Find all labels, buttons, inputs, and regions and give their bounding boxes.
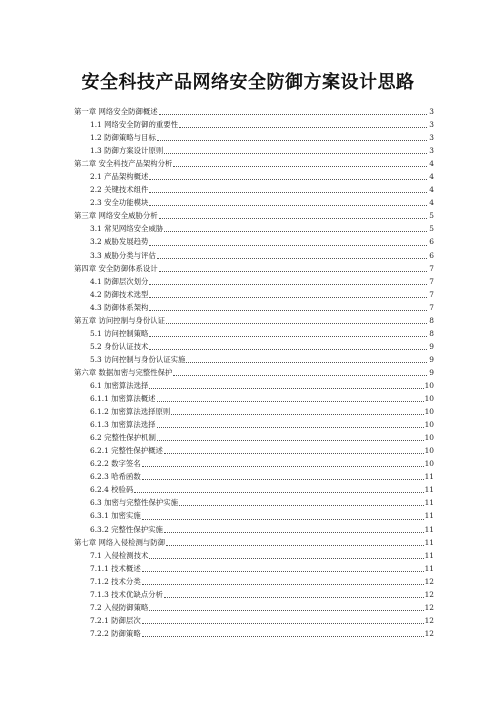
toc-page-number: 5 <box>429 224 434 234</box>
toc-dot-leader <box>157 400 424 402</box>
toc-page-number: 11 <box>424 472 434 482</box>
toc-entry-label: 第六章 数据加密与完整性保护 <box>74 367 173 377</box>
toc-dot-leader <box>142 478 424 480</box>
toc-entry-label: 6.3.1 加密实施 <box>90 511 141 521</box>
toc-page-number: 3 <box>429 133 434 143</box>
toc-page-number: 11 <box>424 511 434 521</box>
toc-section-entry[interactable] <box>74 235 434 248</box>
toc-entry-label: 6.1 加密算法选择 <box>90 380 149 390</box>
toc-section-entry[interactable] <box>74 301 434 314</box>
toc-dot-leader <box>164 452 424 454</box>
toc-section-entry[interactable] <box>74 118 434 131</box>
toc-dot-leader <box>157 257 427 259</box>
toc-dot-leader <box>166 322 427 324</box>
toc-dot-leader <box>149 557 423 559</box>
toc-chapter-entry[interactable] <box>74 536 434 549</box>
toc-section-entry[interactable] <box>74 249 434 262</box>
toc-section-entry[interactable] <box>74 340 434 353</box>
toc-entry-label: 2.3 安全功能模块 <box>90 198 149 208</box>
toc-entry-label: 2.1 产品架构概述 <box>90 172 149 182</box>
toc-section-entry[interactable] <box>74 588 434 601</box>
document-title: 安全科技产品网络安全防御方案设计思路 <box>81 72 415 93</box>
toc-page-number: 11 <box>424 563 434 573</box>
toc-dot-leader <box>157 139 427 141</box>
toc-dot-leader <box>159 217 427 219</box>
toc-section-entry[interactable] <box>74 496 434 509</box>
toc-dot-leader <box>142 518 424 520</box>
toc-page-number: 11 <box>424 550 434 560</box>
toc-section-entry[interactable] <box>74 275 434 288</box>
toc-section-entry[interactable] <box>74 431 434 444</box>
toc-entry-label: 7.2.1 防御层次 <box>90 615 141 625</box>
toc-entry-label: 第二章 安全科技产品架构分析 <box>74 159 173 169</box>
toc-section-entry[interactable] <box>74 170 434 183</box>
toc-chapter-entry[interactable] <box>74 366 434 379</box>
toc-dot-leader <box>142 570 424 572</box>
toc-entry-label: 第七章 网络入侵检测与防御 <box>74 537 166 547</box>
toc-dot-leader <box>157 426 424 428</box>
toc-dot-leader <box>149 296 427 298</box>
toc-entry-label: 6.1.2 加密算法选择原则 <box>90 407 171 417</box>
toc-section-entry[interactable] <box>74 483 434 496</box>
toc-entry-label: 6.3.2 完整性保护实施 <box>90 524 163 534</box>
toc-entry-label: 4.2 防御技术选型 <box>90 289 149 299</box>
toc-dot-leader <box>142 635 424 637</box>
toc-section-entry[interactable] <box>74 627 434 640</box>
toc-entry-label: 第三章 网络安全威胁分析 <box>74 211 158 221</box>
toc-page-number: 6 <box>429 237 434 247</box>
toc-section-entry[interactable] <box>74 575 434 588</box>
toc-section-entry[interactable] <box>74 288 434 301</box>
toc-page-number: 9 <box>429 367 434 377</box>
toc-entry-label: 2.2 关键技术组件 <box>90 185 149 195</box>
toc-section-entry[interactable] <box>74 614 434 627</box>
toc-page-number: 3 <box>429 120 434 130</box>
toc-entry-label: 1.2 防御策略与目标 <box>90 133 156 143</box>
toc-entry-label: 第五章 访问控制与身份认证 <box>74 315 166 325</box>
toc-dot-leader <box>149 335 427 337</box>
toc-dot-leader <box>142 465 424 467</box>
toc-page-number: 7 <box>429 276 434 286</box>
toc-dot-leader <box>149 283 427 285</box>
toc-entry-label: 6.1.3 加密算法选择 <box>90 420 156 430</box>
toc-dot-leader <box>149 178 427 180</box>
toc-page-number: 11 <box>424 498 434 508</box>
toc-entry-label: 7.1.1 技术概述 <box>90 563 141 573</box>
toc-page-number: 3 <box>429 107 434 116</box>
toc-entry-label: 6.2.1 完整性保护概述 <box>90 446 163 456</box>
toc-entry-label: 7.1.2 技术分类 <box>90 576 141 586</box>
toc-page-number: 11 <box>424 485 434 495</box>
toc-page-number: 9 <box>429 354 434 364</box>
toc-section-entry[interactable] <box>74 444 434 457</box>
toc-dot-leader <box>149 204 427 206</box>
toc-entry-label: 7.1.3 技术优缺点分析 <box>90 589 163 599</box>
toc-chapter-entry[interactable] <box>74 105 434 118</box>
toc-section-entry[interactable] <box>74 418 434 431</box>
toc-entry-label: 6.2.3 哈希函数 <box>90 472 141 482</box>
toc-dot-leader <box>179 126 427 128</box>
toc-section-entry[interactable] <box>74 601 434 614</box>
toc-entry-label: 3.3 威胁分类与评估 <box>90 250 156 260</box>
toc-dot-leader <box>149 387 423 389</box>
toc-page-number: 10 <box>424 446 434 456</box>
toc-page-number: 4 <box>429 198 434 208</box>
toc-section-entry[interactable] <box>74 353 434 366</box>
toc-section-entry[interactable] <box>74 144 434 157</box>
toc-page-number: 8 <box>429 328 434 338</box>
toc-section-entry[interactable] <box>74 509 434 522</box>
toc-section-entry[interactable] <box>74 222 434 235</box>
toc-section-entry[interactable] <box>74 392 434 405</box>
toc-entry-label: 5.1 访问控制策略 <box>90 328 149 338</box>
toc-dot-leader <box>149 348 427 350</box>
toc-page-number: 7 <box>429 263 434 273</box>
toc-page-number: 10 <box>424 394 434 404</box>
toc-dot-leader <box>149 191 427 193</box>
toc-dot-leader <box>149 309 427 311</box>
toc-entry-label: 6.2 完整性保护机制 <box>90 433 156 443</box>
toc-page-number: 8 <box>429 315 434 325</box>
toc-section-entry[interactable] <box>74 405 434 418</box>
toc-entry-label: 3.2 威胁发展趋势 <box>90 237 149 247</box>
toc-page-number: 10 <box>424 459 434 469</box>
toc-page-number: 3 <box>429 146 434 156</box>
toc-entry-label: 1.3 防御方案设计原则 <box>90 146 164 156</box>
toc-page-number: 4 <box>429 159 434 169</box>
toc-page-number: 10 <box>424 380 434 390</box>
toc-dot-leader <box>164 596 424 598</box>
toc-page-number: 12 <box>424 576 434 586</box>
toc-entry-label: 6.2.4 校验码 <box>90 485 134 495</box>
toc-dot-leader <box>164 531 424 533</box>
toc-entry-label: 7.1 入侵检测技术 <box>90 550 149 560</box>
toc-dot-leader <box>179 504 424 506</box>
toc-dot-leader <box>157 439 424 441</box>
toc-chapter-entry[interactable] <box>74 314 434 327</box>
toc-section-entry[interactable] <box>74 523 434 536</box>
toc-page-number: 5 <box>429 211 434 221</box>
toc-page-number: 6 <box>429 250 434 260</box>
toc-page-number: 4 <box>429 172 434 182</box>
toc-dot-leader <box>142 583 424 585</box>
toc-entry-label: 3.1 常见网络安全威胁 <box>90 224 164 234</box>
toc-entry-label: 第四章 安全防御体系设计 <box>74 263 158 273</box>
toc-page-number: 12 <box>424 628 434 638</box>
table-of-contents <box>74 105 434 640</box>
toc-section-entry[interactable] <box>74 470 434 483</box>
toc-dot-leader <box>134 491 423 493</box>
toc-page-number: 12 <box>424 589 434 599</box>
toc-dot-leader <box>159 113 427 115</box>
toc-page-number: 9 <box>429 341 434 351</box>
toc-chapter-entry[interactable] <box>74 209 434 222</box>
toc-dot-leader <box>171 413 423 415</box>
toc-page-number: 12 <box>424 615 434 625</box>
toc-section-entry[interactable] <box>74 562 434 575</box>
toc-section-entry[interactable] <box>74 379 434 392</box>
toc-dot-leader <box>173 374 427 376</box>
toc-entry-label: 6.2.2 数字签名 <box>90 459 141 469</box>
toc-page-number: 10 <box>424 433 434 443</box>
toc-entry-label: 5.2 身份认证技术 <box>90 341 149 351</box>
toc-dot-leader <box>149 609 423 611</box>
toc-page-number: 10 <box>424 420 434 430</box>
toc-entry-label: 6.3 加密与完整性保护实施 <box>90 498 179 508</box>
toc-entry-label: 4.1 防御层次划分 <box>90 276 149 286</box>
toc-dot-leader <box>149 244 427 246</box>
toc-chapter-entry[interactable] <box>74 262 434 275</box>
toc-section-entry[interactable] <box>74 196 434 209</box>
toc-page-number: 7 <box>429 289 434 299</box>
toc-page-number: 11 <box>424 524 434 534</box>
toc-section-entry[interactable] <box>74 457 434 470</box>
toc-section-entry[interactable] <box>74 327 434 340</box>
toc-dot-leader <box>173 165 427 167</box>
toc-section-entry[interactable] <box>74 131 434 144</box>
toc-page-number: 12 <box>424 602 434 612</box>
toc-page-number: 7 <box>429 302 434 312</box>
toc-page-number: 11 <box>424 537 434 547</box>
toc-chapter-entry[interactable] <box>74 157 434 170</box>
toc-page-number: 10 <box>424 407 434 417</box>
toc-entry-label: 4.3 防御体系架构 <box>90 302 149 312</box>
toc-section-entry[interactable] <box>74 183 434 196</box>
toc-dot-leader <box>164 230 427 232</box>
toc-entry-label: 7.2.2 防御策略 <box>90 628 141 638</box>
toc-page-number: 4 <box>429 185 434 195</box>
toc-dot-leader <box>166 544 424 546</box>
toc-entry-label: 第一章 网络安全防御概述 <box>74 107 158 116</box>
toc-entry-label: 1.1 网络安全防御的重要性 <box>90 120 179 130</box>
toc-dot-leader <box>142 622 424 624</box>
toc-dot-leader <box>159 270 427 272</box>
toc-entry-label: 7.2 入侵防御策略 <box>90 602 149 612</box>
toc-dot-leader <box>164 152 427 154</box>
toc-entry-label: 5.3 访问控制与身份认证实施 <box>90 354 186 364</box>
toc-dot-leader <box>186 361 427 363</box>
toc-entry-label: 6.1.1 加密算法概述 <box>90 394 156 404</box>
toc-section-entry[interactable] <box>74 549 434 562</box>
